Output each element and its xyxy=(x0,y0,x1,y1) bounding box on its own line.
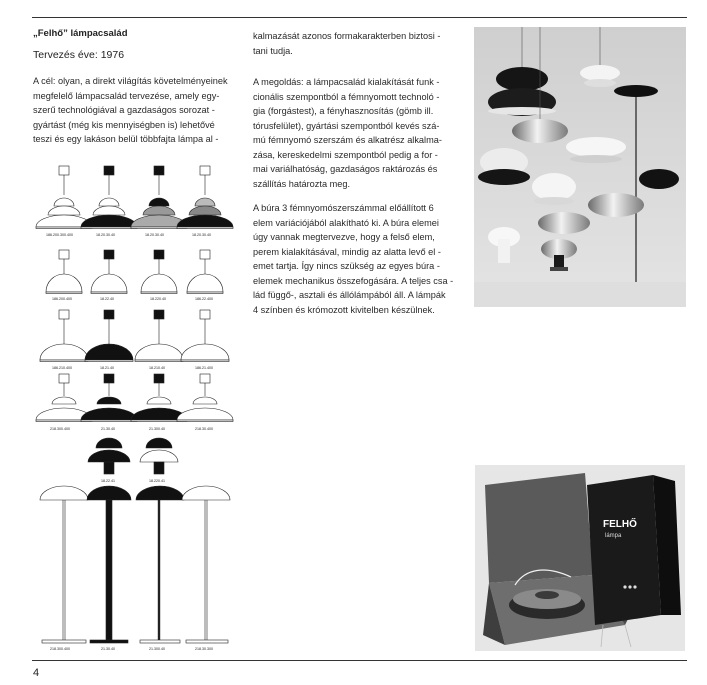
page-title: „Felhő” lámpacsalád xyxy=(33,28,128,39)
design-year: Tervezés éve: 1976 xyxy=(33,49,125,61)
lamp-3-4 xyxy=(181,310,229,362)
text-line: gyártást (még kis mennyiségben is) lehetővé xyxy=(33,119,215,130)
lamp-code-label: 218.300.400 xyxy=(50,427,70,431)
lamp-code-label: 186.200.300.400 xyxy=(46,233,73,237)
text-line: A cél: olyan, a direkt világítás követelményeinek xyxy=(33,76,228,86)
text-line: cionális szempontból a fémnyomott technoló - xyxy=(253,91,440,102)
text-line: elem variációjából alakítható ki. A búra elemei xyxy=(253,217,439,228)
lamp-code-label: 21.30.40 xyxy=(101,427,115,431)
text-line: szerű technológiával a gazdaságos sorozat - xyxy=(33,105,215,115)
lamp-code-label: 18.220.41 xyxy=(149,479,165,483)
text-line: elemek mechanikus összefogására. A teljes csa - xyxy=(253,275,454,286)
text-line: tani tudja. xyxy=(253,45,293,56)
lamp-variants-diagram xyxy=(32,164,242,654)
lamp-4-1 xyxy=(36,374,92,422)
text-line: szállítás határozta meg. xyxy=(253,178,351,189)
text-line: lád függő-, asztali és állólámpából áll. A lámpák xyxy=(253,290,446,300)
lamp-2-1 xyxy=(46,250,82,294)
lamp-code-label: 218.30.300 xyxy=(195,647,213,651)
lamp-code-label: 18.20.30.40 xyxy=(145,233,164,237)
lamp-code-label: 21.30.40 xyxy=(101,647,115,651)
lamp-family-illustration xyxy=(474,27,686,307)
text-line: tórusfelület), gyártási szempontból kevés szá- xyxy=(253,120,440,131)
lamp-1-2 xyxy=(81,166,137,229)
lamp-code-label: 186.200.400 xyxy=(52,297,72,301)
table-lamp-2 xyxy=(140,438,178,474)
lamp-2-2 xyxy=(91,250,127,294)
lamp-3-3 xyxy=(135,310,183,362)
column2-text xyxy=(253,29,468,317)
packaging-illustration xyxy=(475,465,685,651)
floor-lamp-1 xyxy=(40,486,88,643)
lamp-family-photo xyxy=(474,27,686,307)
page-number: 4 xyxy=(33,667,40,679)
floor-lamp-4 xyxy=(182,486,230,643)
lamp-code-label: 21.300.40 xyxy=(149,647,165,651)
text-line: kalmazását azonos formakarakterben biztosi - xyxy=(253,31,441,41)
column1-text xyxy=(33,74,248,147)
text-line: A búra 3 fémnyomószerszámmal előállított 6 xyxy=(253,203,434,213)
lamp-1-3 xyxy=(131,166,187,229)
box-sub-text: lámpa xyxy=(605,533,622,539)
lamp-code-label: 186.21.400 xyxy=(195,366,213,370)
text-line: A megoldás: a lámpacsalád kialakítását funk - xyxy=(253,77,440,87)
lamp-1-4 xyxy=(177,166,233,229)
lamp-code-label: 186.210.400 xyxy=(52,366,72,370)
lamp-1-1 xyxy=(36,166,92,229)
lamp-4-3 xyxy=(131,374,187,422)
lamp-4-2 xyxy=(81,374,137,422)
lamp-2-4 xyxy=(187,250,223,294)
text-line: teszi és egy lakáson belül többfajta lámpa al - xyxy=(33,134,219,144)
lamp-2-3 xyxy=(141,250,177,294)
text-line: gia (forgástest), a fényhasznosítás (gömb ill. xyxy=(253,106,434,116)
lamp-code-label: 218.30.400 xyxy=(195,427,213,431)
lamp-code-label: 18.21.40 xyxy=(100,366,114,370)
lamp-4-4 xyxy=(177,374,233,422)
lamp-code-label: 18.220.40 xyxy=(150,297,166,301)
box-brand-text: FELHŐ xyxy=(603,519,637,530)
lamp-code-label: 18.22.41 xyxy=(101,479,115,483)
text-line: úgy vannak megtervezve, hogy a felső elem, xyxy=(253,232,435,242)
floor-lamp-2 xyxy=(87,486,131,643)
text-line: mai variálhatóság, gazdaságos raktározás és xyxy=(253,164,438,174)
packaging-photo xyxy=(475,465,685,651)
lamp-code-label: 18.20.30.40 xyxy=(96,233,115,237)
bottom-rule xyxy=(32,660,687,661)
lamp-code-label: 186.22.400 xyxy=(195,297,213,301)
lamp-3-2 xyxy=(85,310,133,362)
floor-lamp-3 xyxy=(136,486,184,643)
top-rule xyxy=(32,17,687,18)
text-line: megfelelő lámpacsalád tervezése, amely egy- xyxy=(33,90,220,101)
text-line: perem kialakításával, mindig az alatta levő el - xyxy=(253,246,441,257)
lamp-code-label: 218.300.400 xyxy=(50,647,70,651)
text-line: emet tartja. Így nincs szükség az egyes búra - xyxy=(253,261,440,271)
table-lamp-1 xyxy=(88,438,130,474)
lamp-code-label: 21.300.40 xyxy=(149,427,165,431)
lamp-code-label: 18.20.30.40 xyxy=(192,233,211,237)
text-line: zása, kereskedelmi szempontból pedig a for - xyxy=(253,149,438,160)
text-line: mú fémnyomó szerszám és alkatrész alkalma- xyxy=(253,135,442,145)
text-line: 4 színben és krómozott kivitelben készülnek. xyxy=(253,304,435,315)
lamp-code-label: 18.210.40 xyxy=(149,366,165,370)
lamp-code-label: 18.22.40 xyxy=(100,297,114,301)
lamp-3-1 xyxy=(40,310,88,362)
